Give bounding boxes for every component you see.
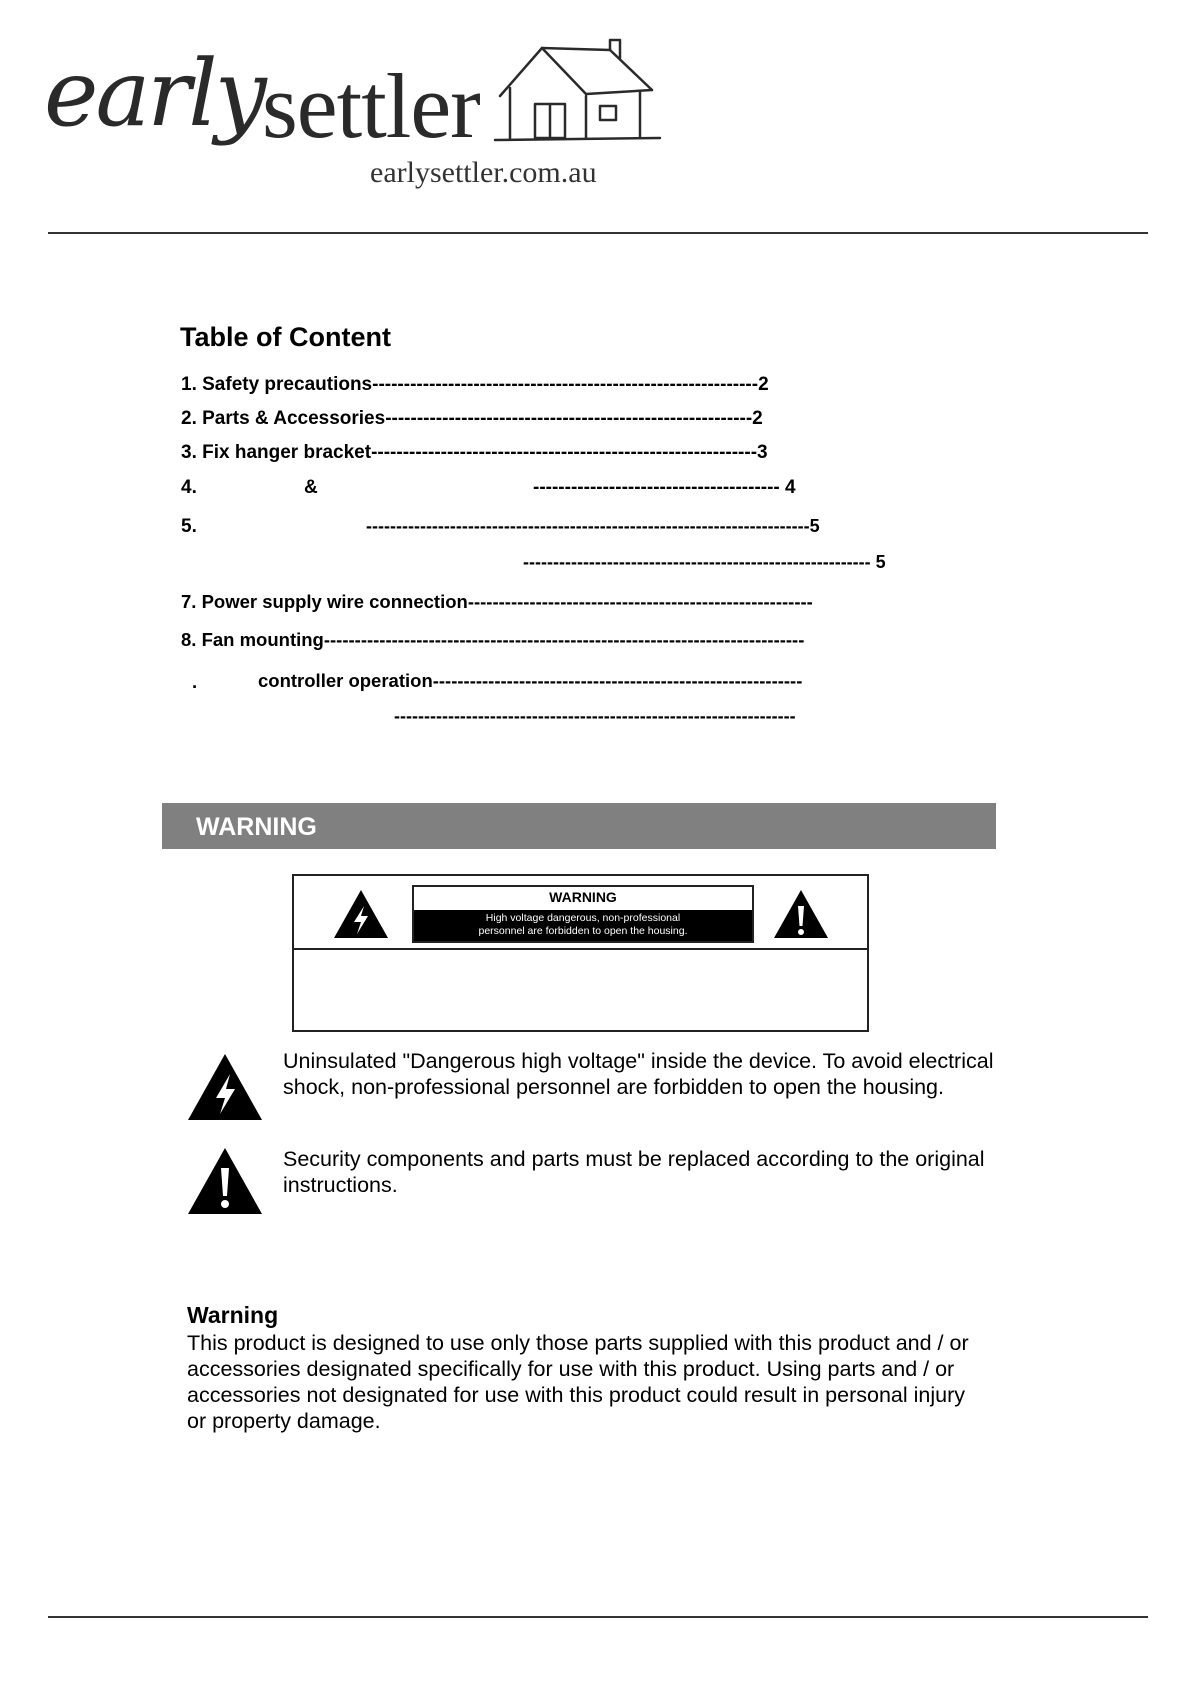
toc-entry-number: 4. xyxy=(181,477,197,498)
toc-entry-number: . xyxy=(192,671,198,692)
high-voltage-description: Uninsulated "Dangerous high voltage" inside the device. To avoid electrical shock, non-professional personnel are forbidden to open the housing. xyxy=(283,1049,994,1099)
high-voltage-icon xyxy=(332,888,390,940)
warning-label-divider xyxy=(294,948,867,950)
warning-label-line: personnel are forbidden to open the housing. xyxy=(478,925,688,937)
warning-section-header xyxy=(162,803,996,849)
exclamation-icon xyxy=(186,1146,264,1216)
logo-url: earlysettler.com.au xyxy=(370,156,597,189)
caution-description: Security components and parts must be replaced according to the original instructions. xyxy=(283,1147,985,1197)
footer-divider xyxy=(48,1616,1148,1618)
toc-entry-leader: --------------------------------------- 4 xyxy=(533,477,796,498)
header-divider xyxy=(48,232,1148,234)
warning-label-title: WARNING xyxy=(549,889,617,905)
toc-entry-leader: ------------------------------------------------------------------- xyxy=(394,706,796,726)
warning-heading: Warning xyxy=(187,1302,279,1328)
warning-paragraph: This product is designed to use only those parts supplied with this product and / or accessories designated specifically for use with this product. Using parts and / or accessories not designated for use with this product could result in personal injury or property damage. xyxy=(187,1331,969,1433)
logo-script-text: early xyxy=(44,40,264,147)
warning-label-panel xyxy=(412,885,754,943)
warning-section-title: WARNING xyxy=(196,813,317,841)
toc-entry-leader: ---------------------------------------------------------- 5 xyxy=(523,552,886,572)
exclamation-icon xyxy=(772,888,830,940)
house-icon xyxy=(490,38,670,148)
toc-entry-leader: --------------------------------------------------------------------------5 xyxy=(366,516,820,536)
toc-entry-number: 5. xyxy=(181,516,197,537)
high-voltage-icon xyxy=(186,1052,264,1122)
toc-entry: 3. Fix hanger bracket-------------------------------------------------------------3 xyxy=(181,442,768,463)
toc-entry: 8. Fan mounting------------------------------------------------------------------------------ xyxy=(181,629,805,650)
warning-label-line: High voltage dangerous, non-professional xyxy=(485,912,681,924)
toc-entry-amp: & xyxy=(304,477,318,498)
warning-label-body xyxy=(414,910,752,941)
warning-label xyxy=(292,874,869,1032)
logo-word-text: settler xyxy=(262,55,480,157)
brand-logo xyxy=(40,38,640,198)
toc-title: Table of Content xyxy=(180,322,391,352)
toc-entry: controller operation------------------------------------------------------------ xyxy=(258,670,803,691)
toc-entry: 7. Power supply wire connection-------------------------------------------------------- xyxy=(181,591,813,612)
toc-entry: 2. Parts & Accessories----------------------------------------------------------2 xyxy=(181,408,763,429)
toc-entry: 1. Safety precautions-------------------------------------------------------------2 xyxy=(181,374,769,395)
